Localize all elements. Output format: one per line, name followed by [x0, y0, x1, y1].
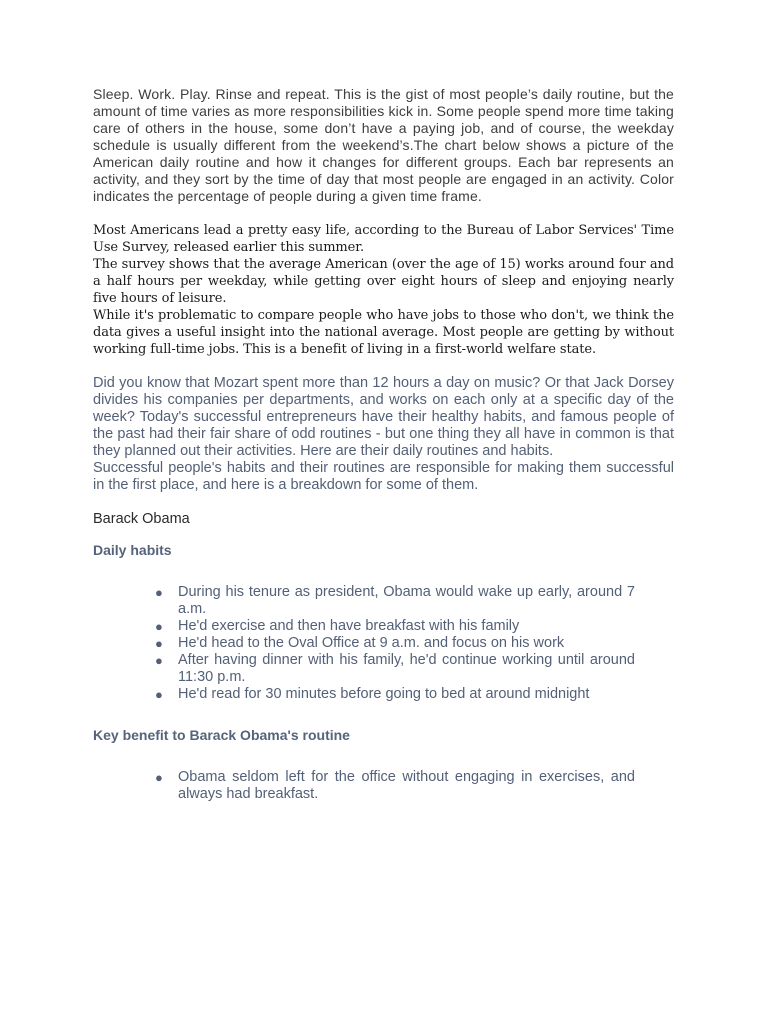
bullet-icon: ● [155, 619, 163, 634]
person-name-heading: Barack Obama [93, 511, 190, 527]
bullet-icon: ● [155, 585, 163, 600]
list-item-text: During his tenure as president, Obama would wake up early, around 7 a.m. [178, 584, 635, 617]
bullet-icon: ● [155, 770, 163, 785]
list-item-text: He'd exercise and then have breakfast with his family [178, 618, 520, 634]
list-item [155, 635, 635, 652]
intro-paragraph: Sleep. Work. Play. Rinse and repeat. This is the gist of most people’s daily routine, but the amount of time varies as more responsibilities kick in. Some people spend more time taking care of others in the house, some don’t have a paying job, and of course, the weekday schedule is usually different from the weekend’s.The chart below shows a picture of the American daily routine and how it changes for different groups. Each bar represents an activity, and they sort by the time of day that most people are engaged in an activity. Color indicates the percentage of people during a given time frame. [93, 86, 674, 204]
list-item-text: He'd head to the Oval Office at 9 a.m. and focus on his work [178, 635, 565, 651]
bullet-icon: ● [155, 636, 163, 651]
habits-intro-paragraph [93, 375, 674, 494]
list-item [155, 618, 635, 635]
habits-intro-line-2: Successful people's habits and their routines are responsible for making them successful in the first place, and here is a breakdown for some of them. [93, 460, 674, 493]
list-item-text: Obama seldom left for the office without engaging in exercises, and always had breakfast. [178, 769, 635, 802]
list-item-text: He'd read for 30 minutes before going to bed at around midnight [178, 686, 590, 702]
document-page [93, 86, 674, 803]
survey-paragraph [93, 222, 674, 358]
survey-line-1: Most Americans lead a pretty easy life, according to the Bureau of Labor Services' Time Use Survey, released earlier this summer. [93, 223, 674, 255]
list-item [155, 652, 635, 686]
survey-line-2: The survey shows that the average American (over the age of 15) works around four and a half hours per weekday, while getting over eight hours of sleep and enjoying nearly five hours of leisure. [93, 257, 674, 306]
list-item-text: After having dinner with his family, he'd continue working until around 11:30 p.m. [178, 652, 635, 685]
list-item [155, 769, 635, 803]
key-benefit-heading: Key benefit to Barack Obama's routine [93, 727, 350, 743]
habits-intro-line-1: Did you know that Mozart spent more than 12 hours a day on music? Or that Jack Dorsey divides his companies per departments, and works on each only at a specific day of the week? Today's successful entrepreneurs have their healthy habits, and famous people of the past had their fair share of odd routines - but one thing they all have in common is that they planned out their activities. Here are their daily routines and habits. [93, 375, 674, 459]
key-benefit-list [93, 769, 635, 803]
daily-habits-heading: Daily habits [93, 542, 172, 558]
list-item [155, 686, 635, 703]
bullet-icon: ● [155, 687, 163, 702]
daily-habits-list [93, 584, 635, 703]
survey-line-3: While it's problematic to compare people who have jobs to those who don't, we think the data gives a useful insight into the national average. Most people are getting by without working full-time jobs. This is a benefit of living in a first-world welfare state. [93, 308, 674, 357]
list-item [155, 584, 635, 618]
bullet-icon: ● [155, 653, 163, 668]
